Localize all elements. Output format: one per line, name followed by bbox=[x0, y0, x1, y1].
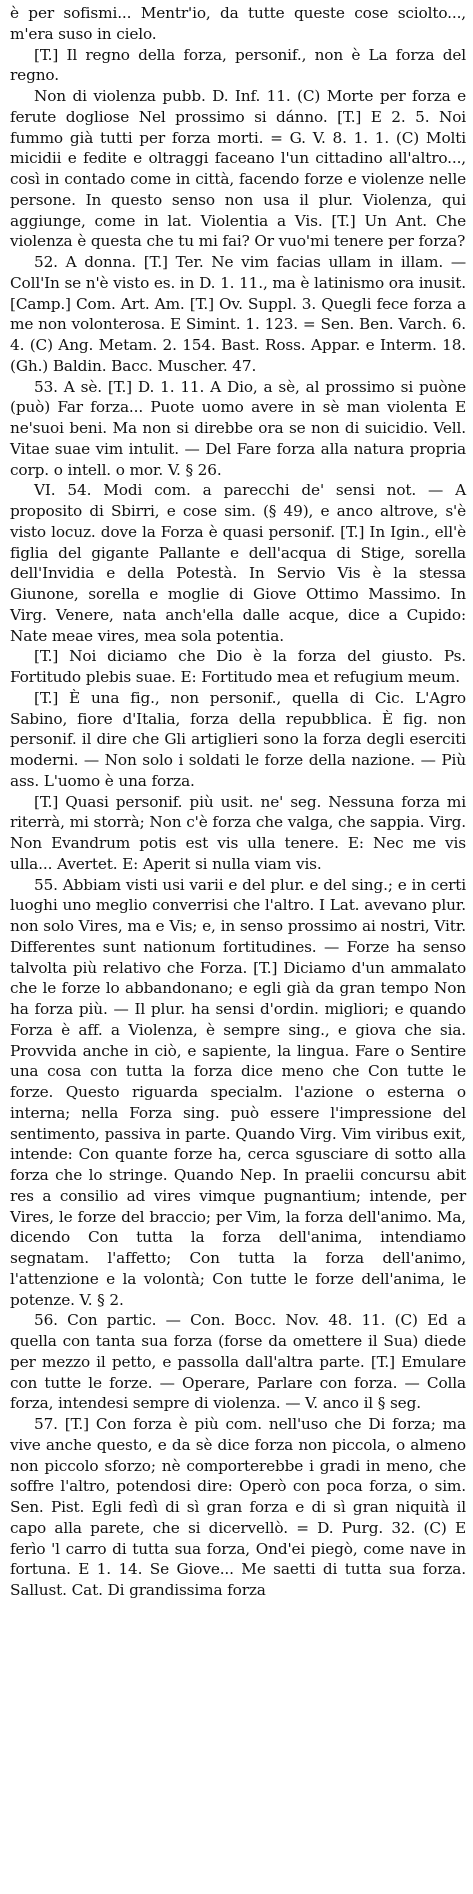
text-paragraph: 55. Abbiam visti usi varii e del plur. e del sing.; e in certi luoghi uno meglio converrisi che l'altro. I Lat. avevano plur. non solo Vires, ma e Vis; e, in senso prossimo ai nostri, Vitr. Differentes sunt nationum fortitudines. — Forze ha senso talvolta più relativo che Forza. [T.] Diciamo d'un ammalato che le forze lo abbandonano; e egli già da gran tempo Non ha forza più. — Il plur. ha sensi d'ordin. migliori; e quando Forza è aff. a Violenza, è sempre sing., e giova che sia. Provvida anche in ciò, e sapiente, la lingua. Fare o Sentire una cosa con tutta la forza dice meno che Con tutte le forze. Questo riguarda specialm. l'azione o esterna o interna; nella Forza sing. può essere l'impressione del sentimento, passiva in parte. Quando Virg. Vim viribus exit, intende: Con quante forze ha, cerca sgusciare di sotto alla forza che lo stringe. Quando Nep. In praelii concursu abit res a consilio ad vires vimque pugnantium; intende, per Vires, le forze del braccio; per Vim, la forza dell'animo. Ma, dicendo Con tutta la forza dell'anima, intendiamo segnatam. l'affetto; Con tutta la forza dell'animo, l'attenzione e la volontà; Con tutte le forze dell'anima, le potenze. V. § 2. bbox=[10, 875, 466, 1309]
text-paragraph: [T.] È una fig., non personif., quella di Cic. L'Agro Sabino, fiore d'Italia, forza della repubblica. È fig. non personif. il dire che Gli artiglieri sono la forza degli eserciti moderni. — Non solo i soldati le forze della nazione. — Più ass. L'uomo è una forza. bbox=[10, 688, 466, 790]
text-paragraph: VI. 54. Modi com. a parecchi de' sensi not. — A proposito di Sbirri, e cose sim. (§ 49), e anco altrove, s'è visto locuz. dove la Forza è quasi personif. [T.] In Igin., ell'è figlia del gigante Pallante e dell'acqua di Stige, sorella dell'Invidia e della Potestà. In Servio Vis è la stessa Giunone, sorella e moglie di Giove Ottimo Massimo. In Virg. Venere, nata anch'ella dalle acque, dice a Cupido: Nate meae vires, mea sola potentia. bbox=[10, 481, 466, 645]
text-paragraph: è per sofismi... Mentr'io, da tutte queste cose sciolto..., m'era suso in cielo. bbox=[10, 4, 466, 43]
text-paragraph: [T.] Il regno della forza, personif., non è La forza del regno. bbox=[10, 45, 466, 85]
text-paragraph: [T.] Noi diciamo che Dio è la forza del giusto. Ps. Fortitudo plebis suae. E: Fortitudo mea et refugium meum. bbox=[10, 647, 466, 686]
text-paragraph: 52. A donna. [T.] Ter. Ne vim facias ullam in illam. — Coll'In se n'è visto es. in D. 1. 11., ma è latinismo ora inusit. [Camp.] Com. Art. Am. [T.] Ov. Suppl. 3. Quegli fece forza a me non volonterosa. E Simint. 1. 123. = Sen. Ben. Varch. 6. 4. (C) Ang. Metam. 2. 154. Bast. Ross. Appar. e Interm. 18. (Gh.) Baldin. Bacc. Muscher. 47. bbox=[10, 253, 466, 375]
text-paragraph: Non di violenza pubb. D. Inf. 11. (C) Morte per forza e ferute dogliose Nel prossimo si dánno. [T.] E 2. 5. Noi fummo già tutti per forza morti. = G. V. 8. 1. 1. (C) Molti micidii e fedite e oltraggi faceano l'un cittadino all'altro..., così in contado come in città, facendo forze e violenze nelle persone. In questo senso non usa il plur. Violenza, qui aggiunge, come in lat. Violentia a Vis. [T.] Un Ant. Che violenza è questa che tu mi fai? Or vuo'mi tenere per forza? bbox=[10, 87, 466, 251]
text-paragraph: 53. A sè. [T.] D. 1. 11. A Dio, a sè, al prossimo si puòne (può) Far forza... Puote uomo avere in sè man violenta E ne'suoi beni. Ma non si direbbe ora se non di suicidio. Vell. Vitae suae vim intulit. — Del Fare forza alla natura propria corp. o intell. o mor. V. § 26. bbox=[10, 377, 466, 479]
text-paragraph: 57. [T.] Con forza è più com. nell'uso che Di forza; ma vive anche questo, e da sè dice forza non piccola, o almeno non piccolo sforzo; nè comporterebbe i gradi in meno, che soffre l'altro, potendosi dire: Operò con poca forza, o sim. Sen. Pist. Egli fedì di sì gran forza e di sì gran niquità il capo alla parete, che si dicervellò. = D. Purg. 32. (C) E ferìo 'l carro di tutta sua forza, Ond'ei piegò, come nave in fortuna. E 1. 14. Se Giove... Me saetti di tutta sua forza. Sallust. Cat. Di grandissima forza bbox=[10, 1415, 466, 1599]
text-paragraph: [T.] Quasi personif. più usit. ne' seg. Nessuna forza mi riterrà, mi storrà; Non c'è forza che valga, che sappia. Virg. Non Evandrum potis est vis ulla tenere. E: Nec me vis ulla... Avertet. E: Aperit si nulla viam vis. bbox=[10, 792, 466, 873]
text-paragraph: 56. Con partic. — Con. Bocc. Nov. 48. 11. (C) Ed a quella con tanta sua forza (forse da omettere il Sua) diede per mezzo il petto, e passolla dall'altra parte. [T.] Emulare con tutte le forze. — Operare, Parlare con forza. — Colla forza, intendesi sempre di violenza. — V. anco il § seg. bbox=[10, 1311, 466, 1413]
